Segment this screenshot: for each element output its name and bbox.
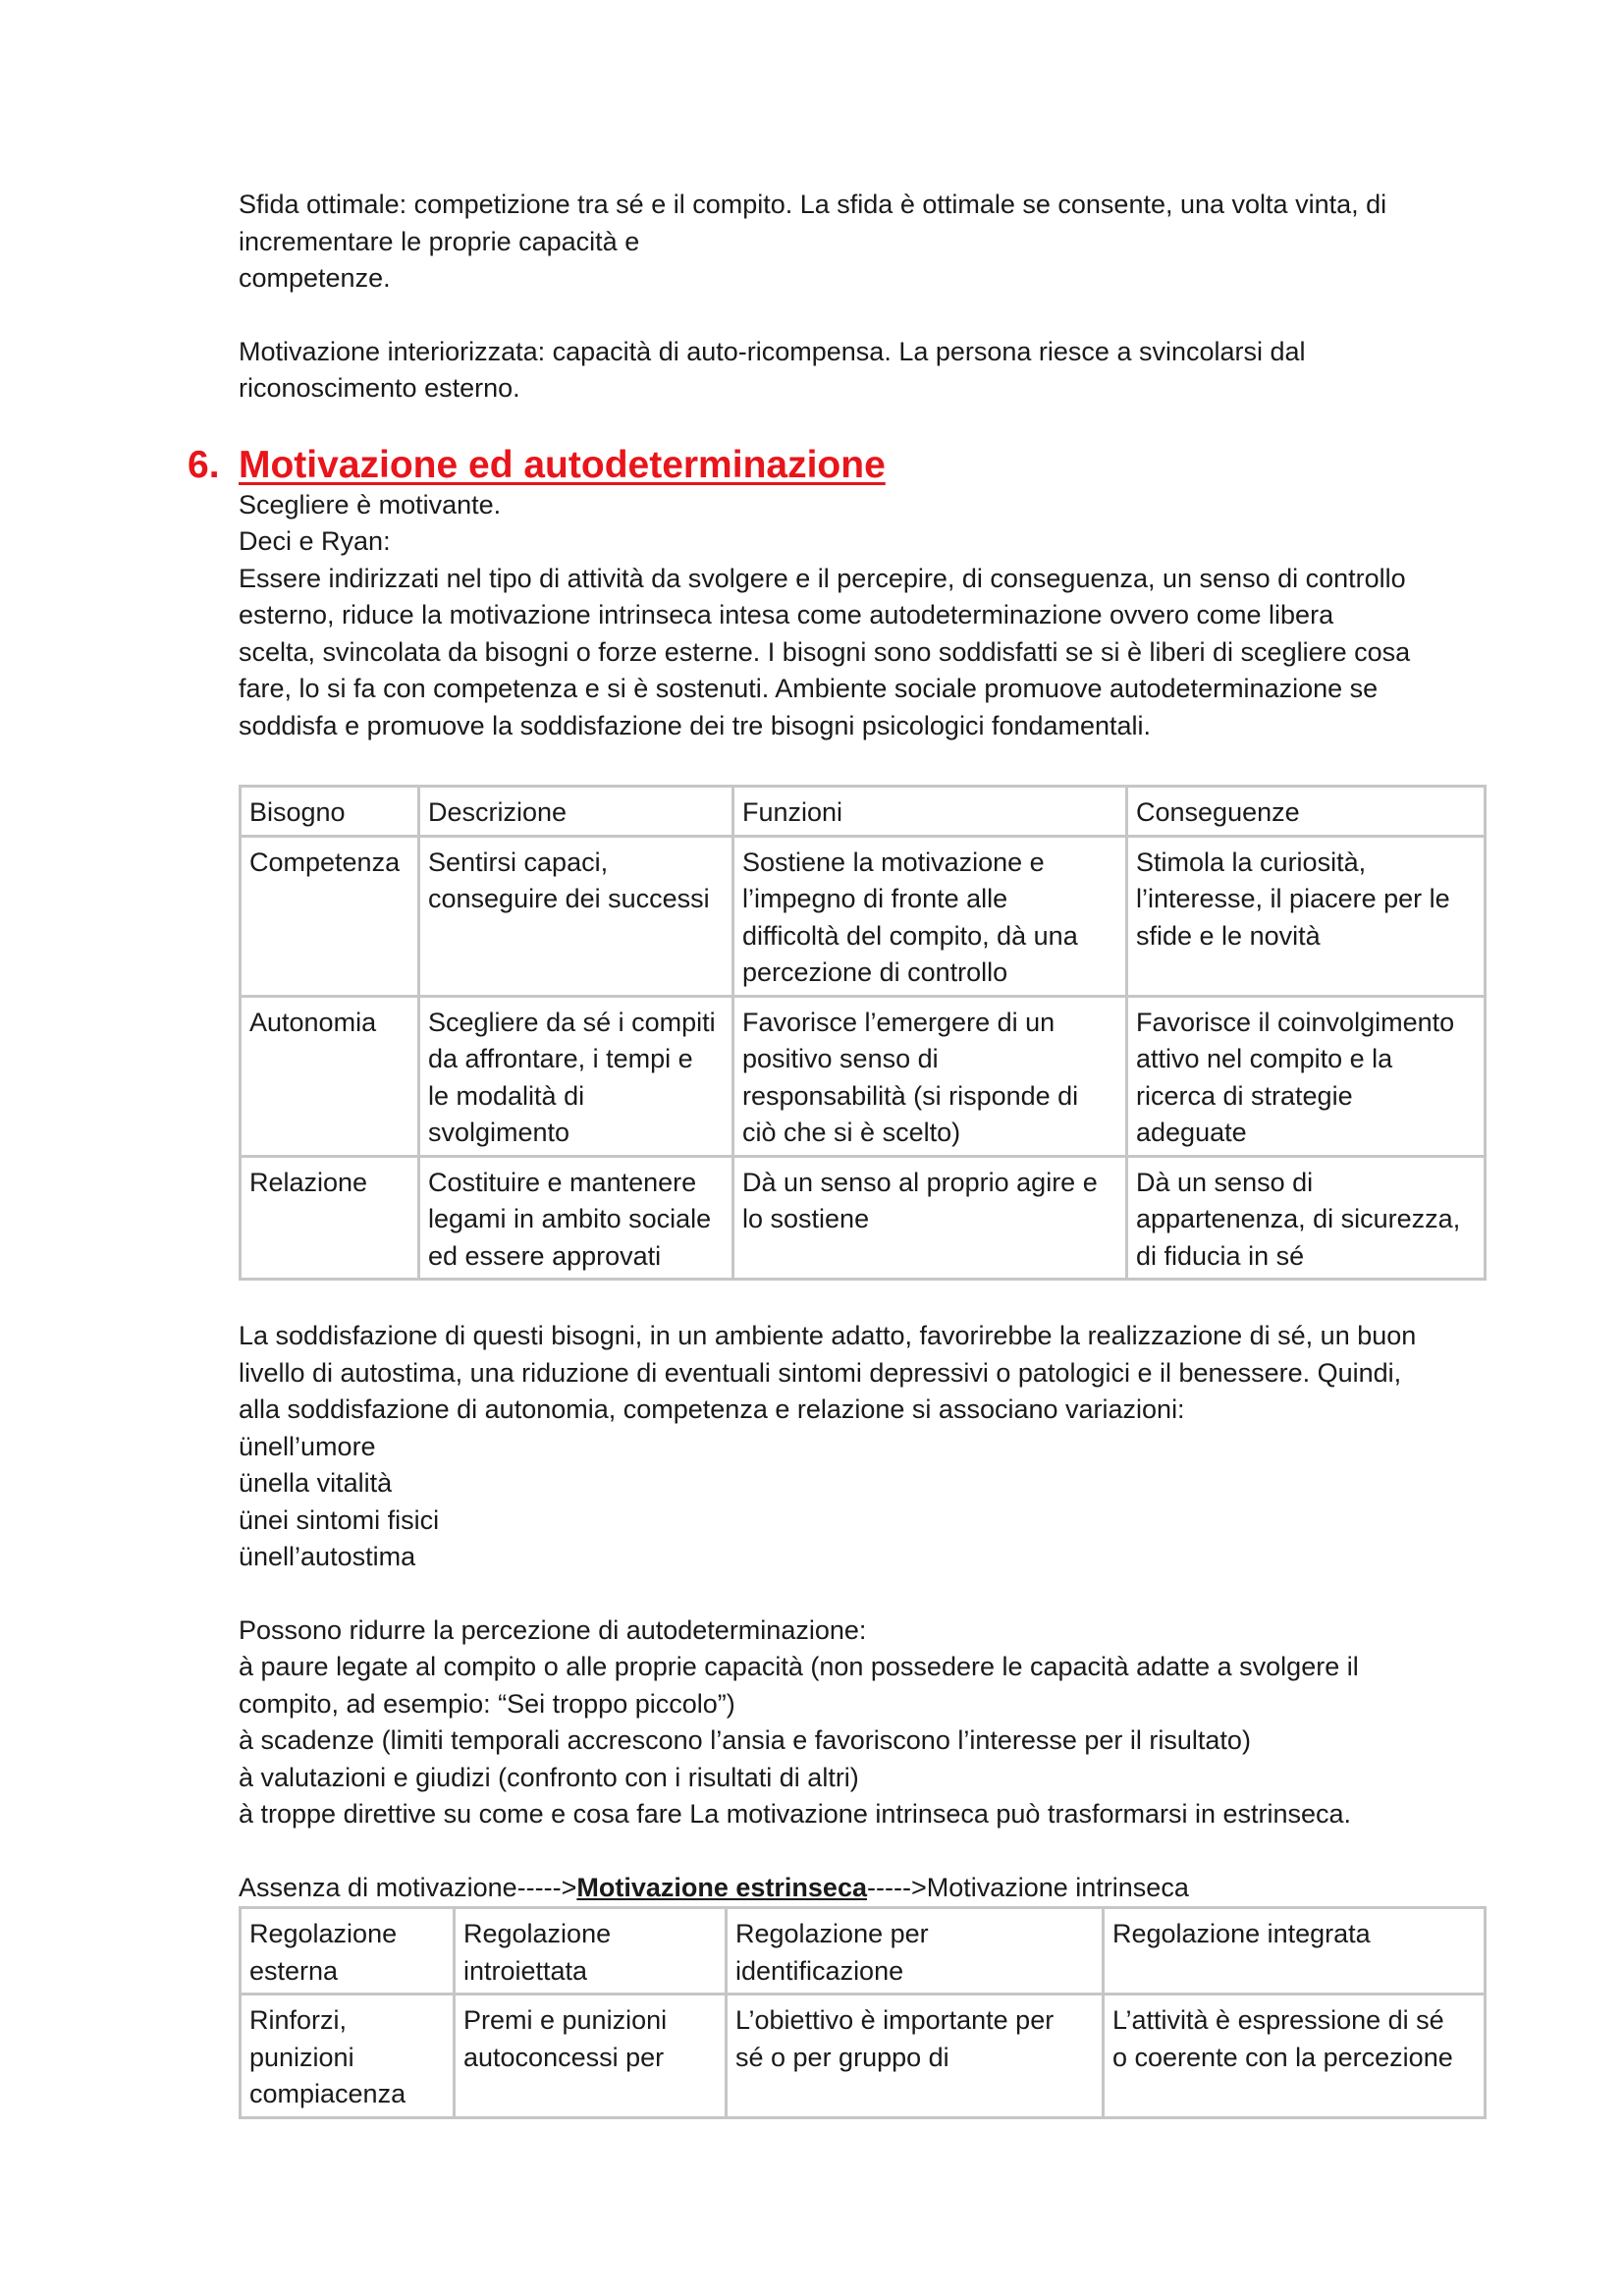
list-item: ünell’autostima: [239, 1542, 416, 1571]
intro-paragraph-2: Motivazione interiorizzata: capacità di auto-ricompensa. La persona riesce a svincolarsi dal riconoscimento esterno.: [239, 336, 1306, 403]
table-cell: Rinforzi, punizioni compiacenza: [241, 1995, 455, 2118]
table-cell: Costituire e mantenere legami in ambito sociale ed essere approvati: [419, 1156, 733, 1280]
table-cell: Favorisce il coinvolgimento attivo nel compito e la ricerca di strategie adeguate: [1127, 996, 1486, 1156]
document-page: [188, 187, 1481, 2119]
motivation-chain: Assenza di motivazione----->Motivazione estrinseca----->Motivazione intrinseca: [239, 1872, 1189, 1902]
table-cell: Autonomia: [241, 996, 419, 1156]
table-row: [241, 1156, 1486, 1280]
table-cell: Sostiene la motivazione e l’impegno di fronte alle difficoltà del compito, dà una percezione di controllo: [733, 836, 1127, 996]
table-cell: Scegliere da sé i compiti da affrontare, i tempi e le modalità di svolgimento: [419, 996, 733, 1156]
table-cell: L’obiettivo è importante per sé o per gruppo di: [727, 1995, 1104, 2118]
table-cell: Premi e punizioni autoconcessi per: [455, 1995, 727, 2118]
list-item: à troppe direttive su come e cosa fare La motivazione intrinseca può trasformarsi in estrinseca.: [239, 1799, 1352, 1829]
table-cell: Competenza: [241, 836, 419, 996]
table-row: [241, 836, 1486, 996]
table-cell: Dà un senso di appartenenza, di sicurezza, di fiducia in sé: [1127, 1156, 1486, 1280]
list-item: à paure legate al compito o alle proprie capacità (non possedere le capacità adatte a svolgere il: [239, 1652, 1359, 1681]
regulation-table: [239, 1906, 1487, 2119]
table-row: [241, 996, 1486, 1156]
section-intro: Scegliere è motivante. Deci e Ryan: Essere indirizzati nel tipo di attività da svolgere e il percepire, di conseguenza, un senso di controllo esterno, riduce la motivazione intrinseca intesa come autodeterminazione ovvero come libera scelta, svincolata da bisogni o forze esterne. I bisogni sono soddisfatti se si è liberi di scegliere cosa fare, lo si fa con competenza e si è sostenuti. Ambiente sociale promuove autodeterminazione se soddisfa e promuove la soddisfazione dei tre bisogni psicologici fondamentali.: [239, 489, 1411, 740]
table-cell: Favorisce l’emergere di un positivo senso di responsabilità (si risponde di ciò che si è scelto): [733, 996, 1127, 1156]
needs-table: [239, 785, 1487, 1281]
table-cell: Dà un senso al proprio agire e lo sostiene: [733, 1156, 1127, 1280]
table-cell: L’attività è espressione di sé o coerente con la percezione: [1104, 1995, 1486, 2118]
list-item: ünell’umore: [239, 1431, 376, 1461]
list-item: ünei sintomi fisici: [239, 1504, 440, 1535]
list-item: à valutazioni e giudizi (confronto con i risultati di altri): [239, 1762, 859, 1792]
section-heading: [188, 443, 1481, 487]
table-header-cell: Descrizione: [419, 787, 733, 837]
table-header-cell: Funzioni: [733, 787, 1127, 837]
section-title: Motivazione ed autodeterminazione: [239, 443, 886, 486]
table-header-cell: Regolazione introiettata: [455, 1908, 727, 1995]
intro-paragraph-1: Sfida ottimale: competizione tra sé e il compito. La sfida è ottimale se consente, una volta vinta, di incrementare le proprie capacità e competenze.: [239, 190, 1387, 293]
riduzione-paragraph: Possono ridurre la percezione di autodeterminazione: à paure legate al compito o alle proprie capacità (non possedere le capacità adatte a svolgere il compito, ad esempio: “Sei troppo piccolo”) à scadenze (limiti temporali accrescono l’ansia e favoriscono l’interesse per il risultato) à valutazioni e giudizi (confronto con i risultati di altri) à troppe direttive su come e cosa fare La motivazione intrinseca può trasformarsi in estrinseca.: [239, 1614, 1359, 1829]
table-header-cell: Bisogno: [241, 787, 419, 837]
table-header-cell: Regolazione esterna: [241, 1908, 455, 1995]
list-item: ünella vitalità: [239, 1468, 393, 1498]
table-row: [241, 1995, 1486, 2118]
table-header-row: [241, 787, 1486, 837]
table-cell: Stimola la curiosità, l’interesse, il piacere per le sfide e le novità: [1127, 836, 1486, 996]
table-header-cell: Regolazione integrata: [1104, 1908, 1486, 1995]
table-header-cell: Conseguenze: [1127, 787, 1486, 837]
table-cell: Sentirsi capaci, conseguire dei successi: [419, 836, 733, 996]
table-header-cell: Regolazione per identificazione: [727, 1908, 1104, 1995]
section-number: 6.: [188, 443, 220, 486]
list-item: à scadenze (limiti temporali accrescono l’ansia e favoriscono l’interesse per il risultato): [239, 1725, 1251, 1755]
table-cell: Relazione: [241, 1156, 419, 1280]
soddisfazione-paragraph: La soddisfazione di questi bisogni, in un ambiente adatto, favorirebbe la realizzazione di sé, un buon livello di autostima, una riduzione di eventuali sintomi depressivi o patologici e il benessere. Quindi, alla soddisfazione di autonomia, competenza e relazione si associano variazioni: ünell’umore ünella vitalità ünei sintomi fisici ünell’autostima: [239, 1321, 1417, 1571]
table-header-row: [241, 1908, 1486, 1995]
